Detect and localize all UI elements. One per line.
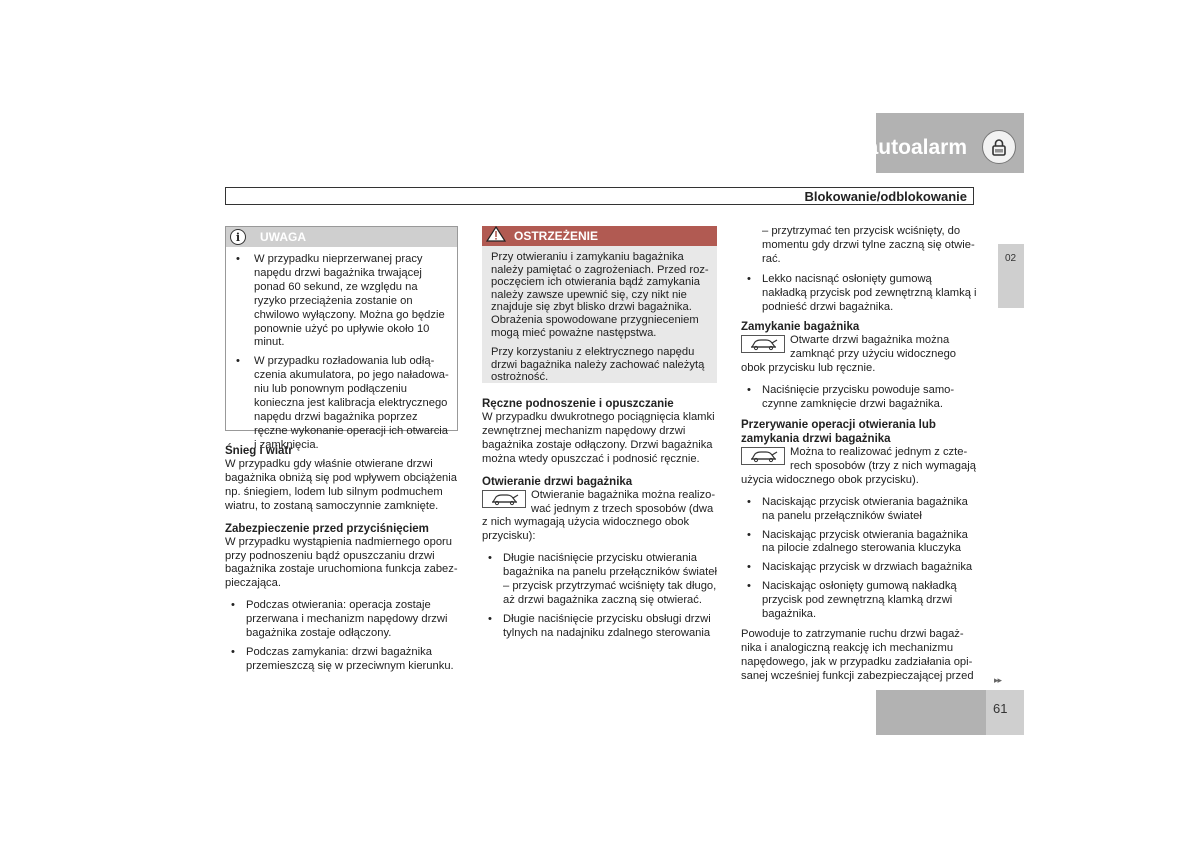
warning-box xyxy=(482,226,717,383)
manual-text: W przypadku dwukrotnego pociągnięcia klamki zewnętrznej mechanizm napędowy drzwi bagażnika zostaje odłączony. Drzwi bagażnika można wtedy opuszczać i podnosić ręcznie. xyxy=(482,411,715,465)
side-tab-label: 02 xyxy=(1005,253,1017,264)
open-paragraph xyxy=(482,489,719,545)
column-1 xyxy=(225,444,461,680)
close-list xyxy=(741,384,977,412)
column-2 xyxy=(482,397,719,647)
pinch-list xyxy=(225,599,461,674)
chapter-header xyxy=(759,113,1024,173)
continued-list xyxy=(741,273,977,315)
note-list xyxy=(234,253,451,453)
info-icon: i xyxy=(230,229,246,245)
warning-body xyxy=(482,246,717,384)
page-number-tab xyxy=(986,690,1024,735)
note-header xyxy=(226,227,457,247)
open-text: Otwieranie bagażnika można realizować jednym z trzech sposobów (dwa z nich wymagają użycia widocznego obok przycisku): xyxy=(482,488,716,543)
section-bar xyxy=(225,187,974,205)
list-item: • Naciskając przycisk otwierania bagażnika na panelu przełączników świateł xyxy=(741,496,977,524)
list-item: • Długie naciśnięcie przycisku obsługi drzwi tylnych na nadajniku zdalnego sterowania xyxy=(482,613,719,641)
chapter-side-tab xyxy=(998,244,1024,308)
warning-title: OSTRZEŻENIE xyxy=(514,229,599,243)
warning-triangle-icon xyxy=(486,226,506,247)
interrupt-list xyxy=(741,496,977,622)
close-paragraph xyxy=(741,334,977,376)
interrupt-text: Można to realizować jednym z czterech sposobów (trzy z nich wymagają użycia widocznego obok przycisku). xyxy=(741,445,976,486)
section-title: Blokowanie/odblokowanie xyxy=(804,189,967,204)
tailgate-button-icon xyxy=(741,335,785,353)
list-item: • Naciskając przycisk otwierania bagażnika na pilocie zdalnego sterowania kluczyka xyxy=(741,529,977,557)
note-title: UWAGA xyxy=(260,230,306,244)
continued-text: – przytrzymać ten przycisk wciśnięty, do momentu gdy drzwi tylne zaczną się otwierać. xyxy=(762,225,975,265)
list-item: • Długie naciśnięcie przycisku otwierania bagażnika na panelu przełączników świateł – przycisk przytrzymać wciśnięty tak długo, aż drzwi bagażnika zaczną się otwierać. xyxy=(482,552,719,608)
end-text: Powoduje to zatrzymanie ruchu drzwi bagażnika i analogiczną reakcję ich mechanizmu napędowego, jak w przypadku zadziałania opisanej wcześniej funkcji zabezpieczającej przed xyxy=(741,627,974,682)
close-heading: Zamykanie bagażnika xyxy=(741,321,860,334)
note-body xyxy=(226,247,457,453)
list-item: • Podczas zamykania: drzwi bagażnika przemieszczą się w przeciwnym kierunku. xyxy=(225,646,461,674)
snow-heading: Śnieg i wiatr xyxy=(225,445,293,457)
interrupt-paragraph xyxy=(741,446,977,488)
open-heading: Otwieranie drzwi bagażnika xyxy=(482,475,633,488)
lock-icon xyxy=(982,130,1016,164)
tailgate-button-icon xyxy=(741,447,785,465)
close-text: Otwarte drzwi bagażnika można zamknąć przy użyciu widocznego obok przycisku lub ręcznie. xyxy=(741,334,957,375)
pinch-text: W przypadku wystąpienia nadmiernego oporu przy podnoszeniu bądź opuszczaniu drzwi bagażnika zostaje uruchomiona funkcja zabezpieczająca. xyxy=(225,535,458,590)
open-list xyxy=(482,552,719,640)
warning-paragraph: Przy otwieraniu i zamykaniu bagażnika należy pamiętać o zagrożeniach. Przed rozpoczęciem ich otwierania bądź zamykania należy zawsze upewnić się, czy nikt nie znajduje się zbyt blisko drzwi bagażnika. Obrażenia spowodowane przygnieceniem mogą mieć poważne następstwa. xyxy=(491,251,709,339)
list-item: • W przypadku nieprzerwanej pracy napędu drzwi bagażnika trwającej ponad 60 sekund, ze względu na ryzyko przeciążenia zostanie on chwilowo wyłączony. Można go będzie ponownie użyć po upływie około 10 minut. xyxy=(234,253,451,350)
tailgate-button-icon xyxy=(482,490,526,508)
snow-text: W przypadku gdy właśnie otwierane drzwi bagażnika obniżą się pod wpływem obciążenia np. śniegiem, lodem lub silnym podmuchem wiatru, to zostaną samoczynnie zamknięte. xyxy=(225,458,457,512)
page-number: 61 xyxy=(993,701,1008,716)
list-item: • Lekko nacisnąć osłonięty gumową nakładką przycisk pod zewnętrzną klamką i podnieść drzwi bagażnika. xyxy=(741,273,977,315)
manual-heading: Ręczne podnoszenie i opuszczanie xyxy=(482,398,674,410)
list-item: • Naciśnięcie przycisku powoduje samoczynne zamknięcie drzwi bagażnika. xyxy=(741,384,977,412)
pinch-heading: Zabezpieczenie przed przyciśnięciem xyxy=(225,522,429,535)
column-3 xyxy=(741,225,977,692)
list-item: • Naciskając przycisk w drzwiach bagażnika xyxy=(741,561,977,575)
list-item: • Podczas otwierania: operacja zostaje przerwana i mechanizm napędowy drzwi bagażnika zostaje odłączony. xyxy=(225,599,461,641)
list-item: • Naciskając osłonięty gumową nakładką przycisk pod zewnętrzną klamką drzwi bagażnika. xyxy=(741,580,977,622)
interrupt-heading: Przerywanie operacji otwierania lub zamykania drzwi bagażnika xyxy=(741,418,936,445)
list-item: • W przypadku rozładowania lub odłączenia akumulatora, po jego naładowaniu lub ponownym podłączeniu konieczna jest kalibracja elektrycznego napędu drzwi bagażnika poprzez ręczne wykonanie operacji ich otwarcia i zamknięcia. xyxy=(234,355,451,452)
warning-header xyxy=(482,226,717,246)
chapter-title: 02 Zamki i autoalarm xyxy=(759,136,967,159)
warning-paragraph: Przy korzystaniu z elektrycznego napędu drzwi bagażnika należy zachować należytą ostrożność. xyxy=(491,346,705,384)
continue-arrow-icon: ▸▸ xyxy=(994,675,1002,685)
